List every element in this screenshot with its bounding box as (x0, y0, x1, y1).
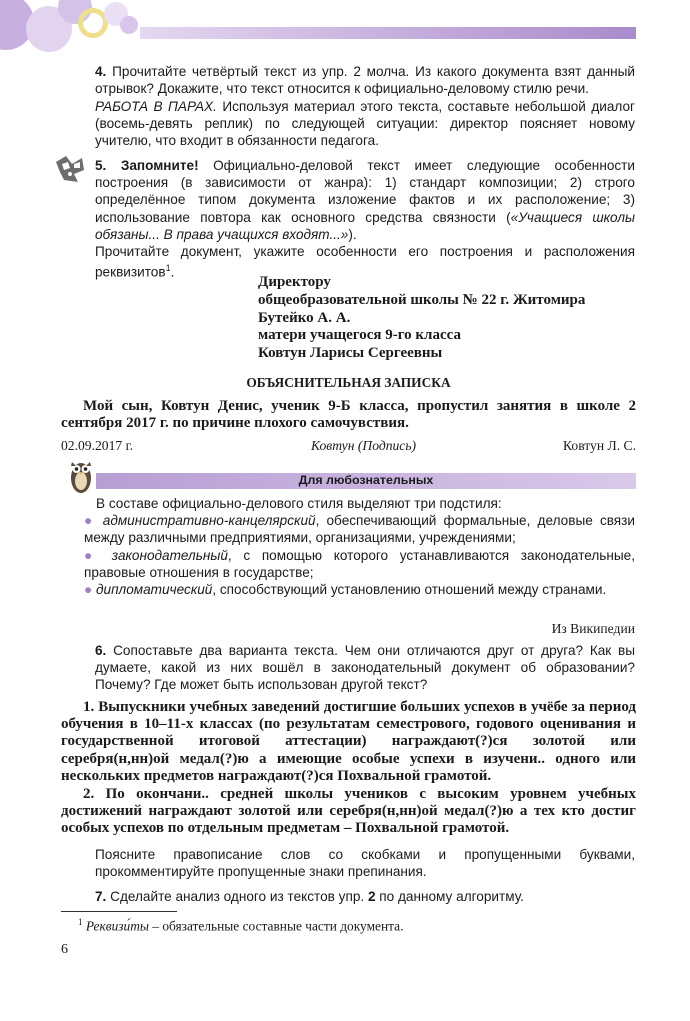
task-5-prompt-end: . (170, 264, 175, 280)
curious-item (84, 581, 635, 598)
task-6-text: Сопоставьте два варианта текста. Чем они отличаются друг от друга? Как вы думаете, какой из них вошёл в законодательный документ об образовании? Почему? Где может быть использован другой текст? (95, 643, 635, 693)
variant-2-number: 2. (83, 786, 95, 802)
addressee-line: Директору (258, 274, 331, 290)
curious-item-term: дипломатический (96, 582, 213, 598)
task-7-text: Сделайте анализ одного из текстов упр. (110, 889, 365, 904)
curious-intro: В составе официально-делового стиля выделяют три подстиля: (96, 496, 502, 511)
task-5-quote: «Учащиеся школы обязаны... В права учащихся входят...» (95, 209, 635, 242)
footnote-term: Реквизи́ты (85, 918, 149, 934)
task-4-pair (95, 98, 635, 150)
curious-item-text: , обеспечивающий формальные, деловые связи между различными предприятиями, организациями, учреждениями; (84, 513, 635, 546)
task-4 (95, 63, 635, 97)
variant-1-text: Выпускники учебных заведений достигшие больших успехов в учёбе за период обучения в 10–11-х классах (по результатам семестрового, годового оценивания и государственной итоговой аттестации) награждают(?)ся золотой или серебря(н,нн)ой медал(?)ю а имеющие особые успехи в изучени.. одного или нескольких предметов награждают(?)ся Похвальной грамотой. (61, 699, 636, 784)
task-5-text-end: ). (348, 226, 357, 242)
curious-item-text: , с помощью которого устанавливаются законодательные, правовые отношения в государстве; (84, 547, 635, 580)
document-title: ОБЪЯСНИТЕЛЬНАЯ ЗАПИСКА (246, 375, 451, 390)
addressee-line: Ковтун Ларисы Сергеевны (258, 345, 443, 362)
curious-item-term: законодательный (111, 547, 228, 563)
curious-item (84, 512, 635, 546)
task-4-text: Прочитайте четвёртый текст из упр. 2 молча. Из какого документа взят данный отрывок? Докажите, что текст относится к официально-деловому стилю речи. (95, 64, 635, 97)
addressee-line: общеобразовательной школы № 22 г. Житомира (258, 291, 586, 308)
footnote-ref: 1 (165, 263, 171, 274)
task-5-title: Запомните! (120, 158, 199, 173)
curious-item (84, 547, 635, 581)
footnote (78, 914, 638, 935)
variant-1-number: 1. (83, 699, 95, 715)
task-7-number: 7. (95, 889, 107, 904)
document-addressee (258, 274, 638, 363)
document-date: 02.09.2017 г. (61, 438, 134, 453)
curious-banner-label: Для любознательных (298, 473, 434, 487)
bullet-icon: ● (84, 547, 101, 563)
curious-content (84, 495, 635, 598)
bullet-icon: ● (84, 582, 93, 598)
task-4-number: 4. (95, 64, 107, 79)
addressee-line: Бутейко А. А. (258, 309, 351, 326)
task-7-text-after: по данному алгоритму. (379, 889, 524, 904)
task-5-number: 5. (95, 158, 107, 173)
footnote-text: – обязательные составные части документа. (152, 918, 404, 934)
curious-item-text: , способствующий установлению отношений между странами. (212, 582, 607, 598)
variant-2-text: По окончани.. средней школы учеников с высоким уровнем учебных достижений награждают золотой или серебря(н,нн)ой медал(?)ю а тех кто достиг особых успехов по отдельным предметам – Похвальной грамотой. (61, 786, 636, 837)
task-5 (95, 157, 635, 243)
pair-text: Используя материал этого текста, составьте небольшой диалог (восемь-девять реплик) по следующей ситуации: директор поясняет новому учителю, что входит в обязанности педагога. (95, 99, 636, 149)
task-5-text: Официально-деловой текст имеет следующие особенности построения (в зависимости от жанра): 1) стандарт композиции; 2) строго определённое типом документа изложение фактов и их расположение; 3) использование повтора как основного средства связности ( (95, 158, 636, 225)
task-6-explain: Поясните правописание слов со скобками и пропущенными буквами, прокомментируйте пропущенные знаки препинания. (95, 847, 635, 880)
addressee-line: матери учащегося 9-го класса (258, 327, 461, 344)
footnote-divider (61, 911, 177, 912)
pair-label: РАБОТА В ПАРАХ. (95, 99, 217, 114)
task-7 (95, 888, 635, 905)
remember-icon (52, 152, 88, 186)
task-6-variant-1 (61, 699, 636, 785)
page-number: 6 (61, 942, 68, 957)
task-6-variant-2 (61, 786, 636, 838)
bullet-icon: ● (84, 513, 96, 529)
document-signature: Ковтун (Подпись) (311, 438, 417, 453)
header-bar (140, 27, 636, 39)
task-7-ref: 2 (367, 889, 376, 904)
task-6-number: 6. (95, 643, 107, 658)
document-name: Ковтун Л. С. (563, 438, 636, 453)
task-5-prompt: Прочитайте документ, укажите особенности его построения и расположения реквизитов (95, 244, 635, 280)
curious-item-term: административно-канцелярский (102, 513, 316, 529)
document-body-text: Мой сын, Ковтун Денис, ученик 9-Б класса, пропустил занятия в школе 2 сентября 2017 г. по причине плохого самочувствия. (61, 398, 636, 432)
curious-banner (96, 473, 636, 489)
task-6 (95, 642, 635, 694)
curious-source: Из Википедии (551, 621, 635, 636)
footnote-mark: 1 (78, 917, 83, 927)
document-body (61, 398, 636, 432)
owl-icon (68, 456, 94, 496)
